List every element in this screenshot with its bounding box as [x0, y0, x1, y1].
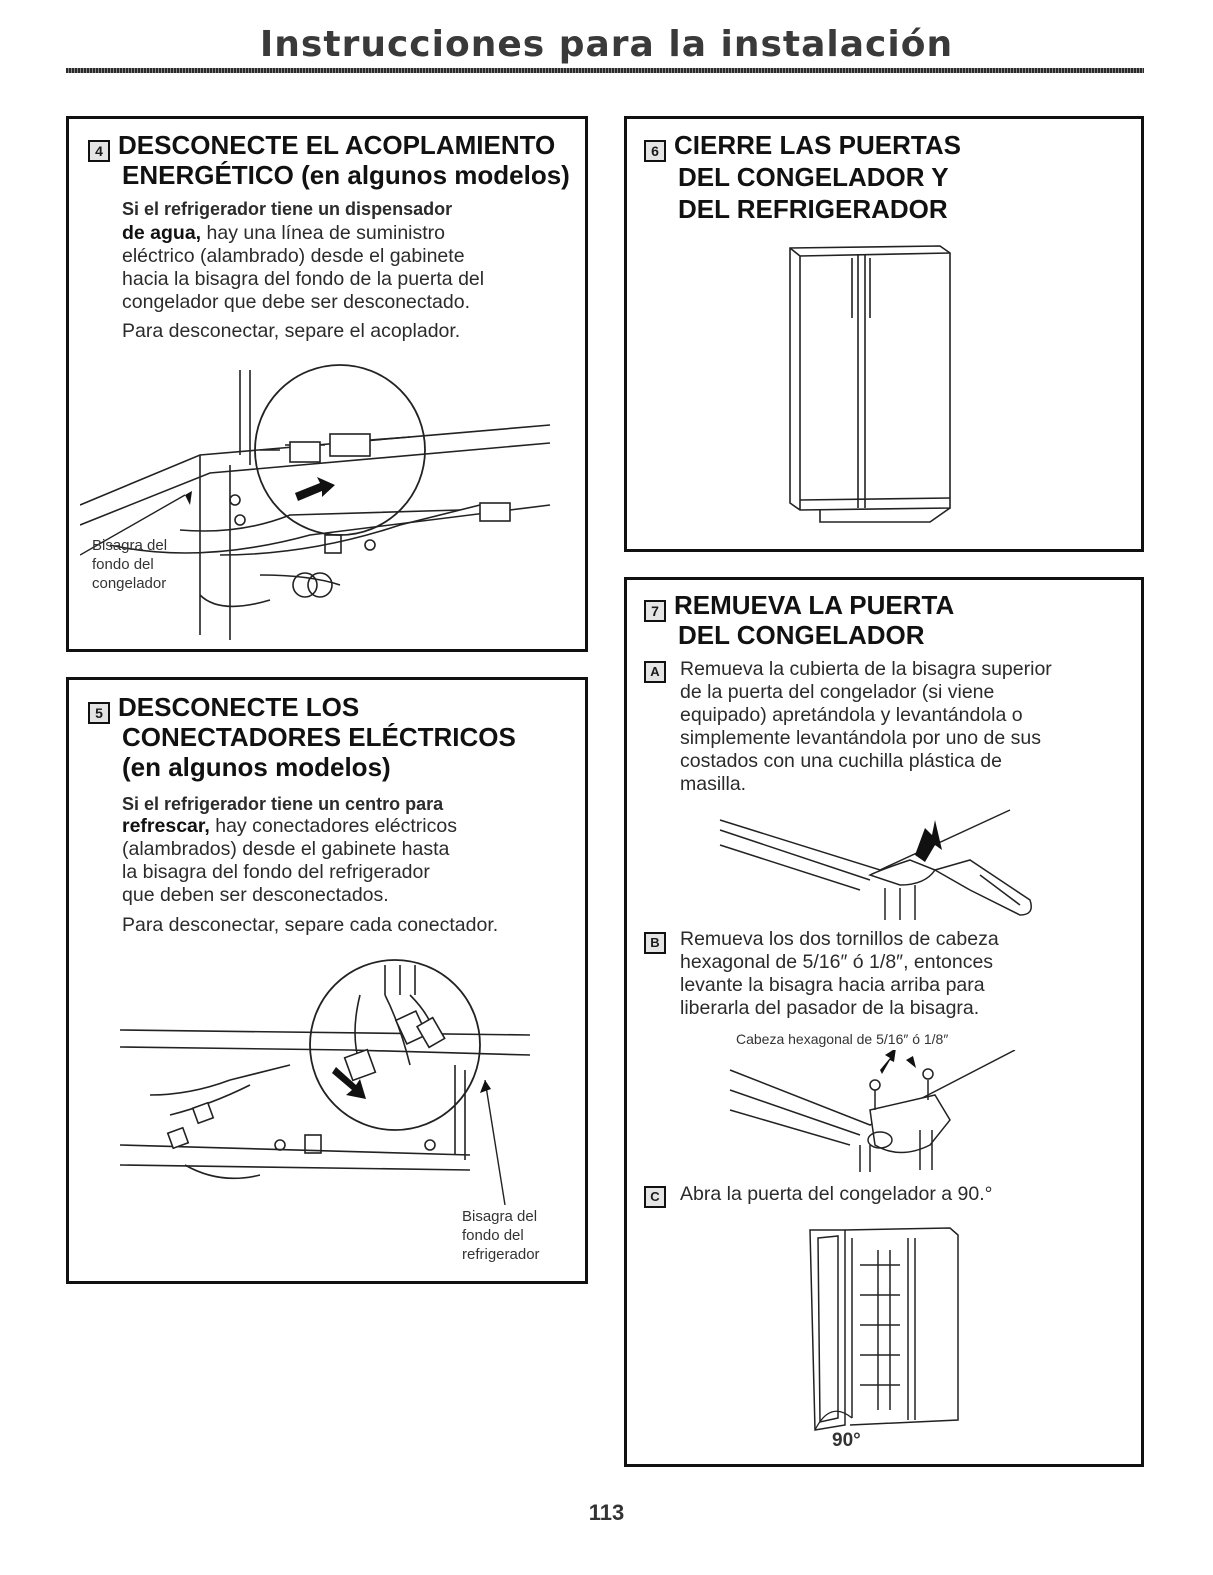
step4-line2-rest: hay una línea de suministro: [201, 222, 446, 244]
step4-heading-line2: ENERGÉTICO (en algunos modelos): [122, 160, 570, 190]
page-number: 113: [588, 1500, 625, 1525]
energy-coupling-illustration: [80, 355, 580, 640]
step4-line3: eléctrico (alambrado) desde el gabinete: [122, 245, 465, 267]
step7-a-line3: equipado) apretándola y levantándola o: [680, 704, 1023, 726]
closed-refrigerator-illustration: [780, 238, 960, 528]
hinge-screws-illustration: [720, 1050, 1040, 1175]
step6-heading-line2: DEL CONGELADOR Y: [678, 162, 949, 192]
step7-a-line5: costados con una cuchilla plástica de: [680, 750, 1002, 772]
step4-line5: congelador que debe ser desconectado.: [122, 291, 471, 313]
step7-b-caption: Cabeza hexagonal de 5/16″ ó 1/8″: [736, 1031, 949, 1047]
step7-b-line3: levante la bisagra hacia arriba para: [680, 974, 985, 996]
step5-line5: que deben ser desconectados.: [122, 884, 389, 906]
step5-line4: la bisagra del fondo del refrigerador: [122, 861, 430, 883]
step4-number: 4: [88, 140, 110, 162]
step5-callout-line3: refrigerador: [462, 1246, 540, 1263]
step7-a-line2: de la puerta del congelador (si viene: [680, 681, 995, 703]
step5-heading-line1: DESCONECTE LOS: [118, 692, 360, 722]
step6-heading-line3: DEL REFRIGERADOR: [678, 194, 948, 224]
step5-line3: (alambrados) desde el gabinete hasta: [122, 838, 450, 860]
page-title: Instrucciones para la instalación: [259, 24, 954, 65]
step7-b-line4: liberarla del pasador de la bisagra.: [680, 997, 980, 1019]
step4-callout-line2: fondo del: [92, 556, 154, 573]
step5-callout-line2: fondo del: [462, 1227, 524, 1244]
open-freezer-door-illustration: [790, 1220, 970, 1440]
step6-heading-line1: CIERRE LAS PUERTAS: [674, 130, 961, 160]
step4-para2: Para desconectar, separe el acoplador.: [122, 320, 461, 342]
step5-number: 5: [88, 702, 110, 724]
step4-bold-lead-2: de agua,: [122, 222, 202, 244]
step7-number: 7: [644, 600, 666, 622]
step7-a-line1: Remueva la cubierta de la bisagra superior: [680, 658, 1052, 680]
step6-number: 6: [644, 140, 666, 162]
step7-b-line2: hexagonal de 5/16″ ó 1/8″, entonces: [680, 951, 994, 973]
step7-a-line4: simplemente levantándola por uno de sus: [680, 727, 1041, 749]
step5-line2: [122, 815, 457, 838]
step5-heading-line2: CONECTADORES ELÉCTRICOS: [122, 722, 516, 752]
step7-substep-a-letter: A: [644, 661, 666, 683]
step4-line2: [122, 222, 445, 245]
step5-bold-lead-1: Si el refrigerador tiene un centro para: [122, 794, 444, 814]
step4-bold-lead-1: Si el refrigerador tiene un dispensador: [122, 199, 453, 219]
angle-label: 90°: [832, 1430, 861, 1451]
step7-a-line6: masilla.: [680, 773, 747, 795]
hinge-cover-removal-illustration: [710, 800, 1050, 925]
step4-callout-line3: congelador: [92, 575, 167, 592]
step5-line2-rest: hay conectadores eléctricos: [209, 815, 457, 837]
step4-callout-line1: Bisagra del: [92, 537, 168, 554]
step7-heading-line1: REMUEVA LA PUERTA: [674, 590, 955, 620]
title-rule: [66, 68, 1144, 73]
step4-line4: hacia la bisagra del fondo de la puerta del: [122, 268, 485, 290]
step4-heading-line1: DESCONECTE EL ACOPLAMIENTO: [118, 130, 556, 160]
step7-heading-line2: DEL CONGELADOR: [678, 620, 925, 650]
step7-substep-b-letter: B: [644, 932, 666, 954]
step7-b-line1: Remueva los dos tornillos de cabeza: [680, 928, 999, 950]
electrical-connectors-illustration: [110, 955, 580, 1205]
step7-c-line1: Abra la puerta del congelador a 90.°: [680, 1183, 993, 1205]
step5-callout-line1: Bisagra del: [462, 1208, 538, 1225]
step7-substep-c-letter: C: [644, 1186, 666, 1208]
step5-bold-lead-2: refrescar,: [122, 815, 210, 837]
step5-heading-line3: (en algunos modelos): [122, 752, 391, 782]
step5-para2: Para desconectar, separe cada conectador.: [122, 914, 499, 936]
